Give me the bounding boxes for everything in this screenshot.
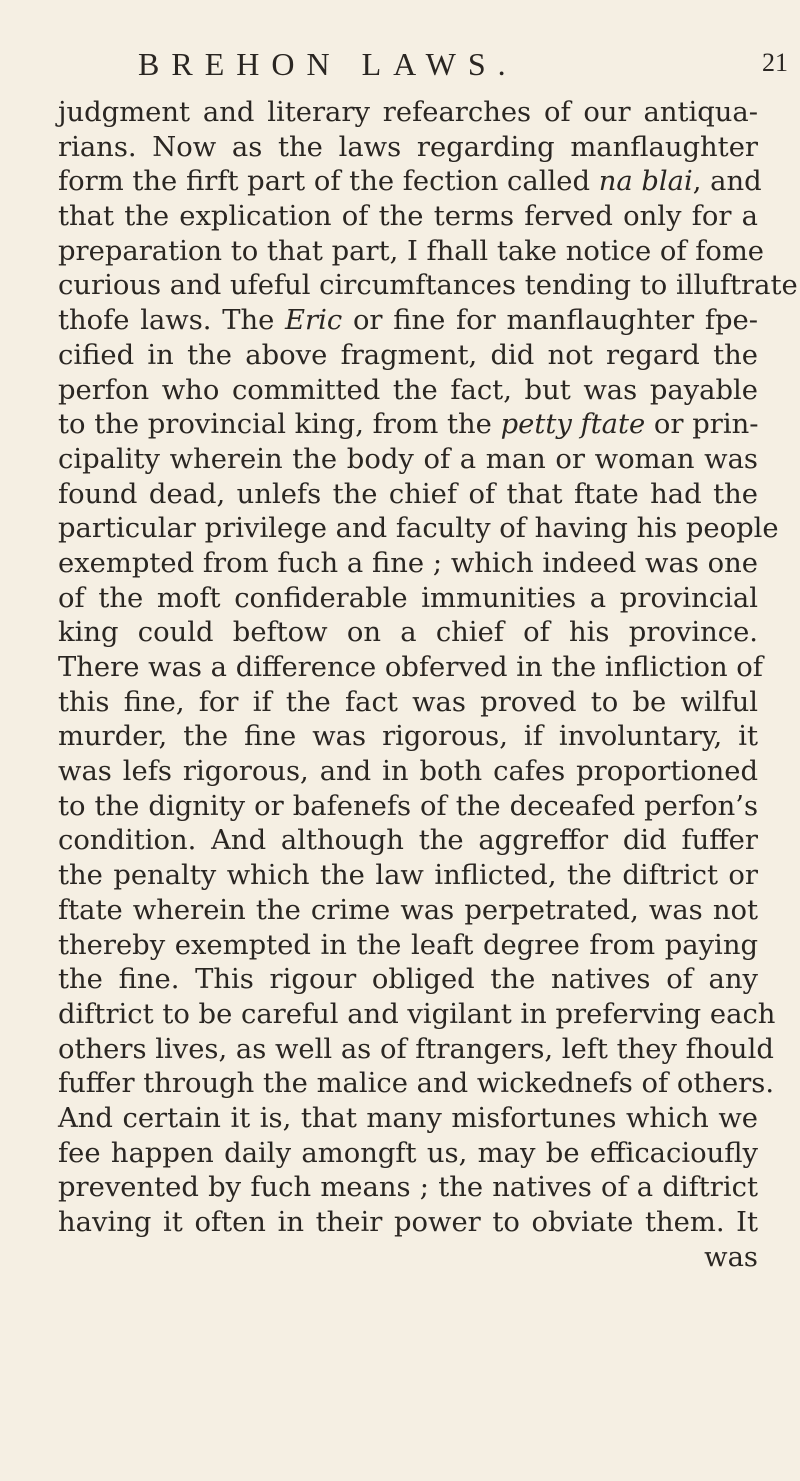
italic-term: petty ftate bbox=[500, 409, 646, 441]
text-line: fee happen daily amongft us, may be efficacioufly bbox=[58, 1137, 758, 1169]
text-line: preparation to that part, I fhall take notice of fome bbox=[58, 235, 765, 267]
text-line: king could beftow on a chief of his province. bbox=[58, 617, 758, 649]
body-text bbox=[58, 96, 798, 1275]
text-line: to the dignity or bafenefs of the deceafed perfon’s bbox=[58, 790, 758, 822]
text-line: of the moft confiderable immunities a provincial bbox=[58, 582, 758, 614]
italic-term: Eric bbox=[285, 305, 343, 337]
italic-term: na blai bbox=[598, 166, 693, 198]
text-line: ftate wherein the crime was perpetrated, was not bbox=[58, 894, 758, 926]
text-line: judgment and literary refearches of our antiqua- bbox=[58, 97, 758, 128]
text-line: others lives, as well as of ftrangers, left they fhould bbox=[58, 1033, 774, 1065]
text-line: this fine, for if the fact was proved to be wilful bbox=[58, 686, 758, 718]
text-line: exempted from fuch a fine ; which indeed was one bbox=[58, 547, 758, 579]
text-line: found dead, unlefs the chief of that ftate had the bbox=[58, 478, 758, 510]
text-line: that the explication of the terms ferved only for a bbox=[58, 201, 758, 233]
text-line: thofe laws. The Eric or fine for manflaughter fpe- bbox=[58, 305, 758, 337]
text-line: was lefs rigorous, and in both cafes proportioned bbox=[58, 756, 758, 788]
text-line: particular privilege and faculty of having his people bbox=[58, 513, 779, 545]
text-line: And certain it is, that many misfortunes which we bbox=[58, 1102, 758, 1134]
running-title: BREHON LAWS. bbox=[138, 46, 518, 82]
text-line: to the provincial king, from the petty ftate or prin- bbox=[58, 409, 759, 441]
text-line: rians. Now as the laws regarding manflaughter bbox=[58, 131, 758, 163]
text-line: fuffer through the malice and wickednefs of others. bbox=[58, 1068, 775, 1100]
text-line: condition. And although the aggreffor did fuffer bbox=[58, 825, 758, 857]
text-line: having it often in their power to obviate them. It bbox=[58, 1207, 758, 1238]
text-line: diftrict to be careful and vigilant in preferving each bbox=[58, 998, 776, 1030]
text-line: murder, the fine was rigorous, if involuntary, it bbox=[58, 721, 758, 753]
text-line: the penalty which the law inflicted, the diftrict or bbox=[58, 860, 758, 892]
text-line: There was a difference obferved in the infliction of bbox=[58, 652, 763, 683]
text-line: thereby exempted in the leaft degree from paying bbox=[58, 929, 758, 961]
text-line: cipality wherein the body of a man or woman was bbox=[58, 443, 758, 475]
text-line: was bbox=[704, 1241, 758, 1273]
text-line: perfon who committed the fact, but was payable bbox=[58, 374, 758, 406]
page-number: 21 bbox=[762, 48, 788, 77]
text-line: prevented by fuch means ; the natives of a diftrict bbox=[58, 1172, 758, 1204]
page-header bbox=[0, 46, 800, 86]
text-line: curious and ufeful circumftances tending to illuftrate bbox=[58, 270, 798, 302]
text-line: cified in the above fragment, did not regard the bbox=[58, 339, 758, 371]
text-line: the fine. This rigour obliged the natives of any bbox=[58, 964, 758, 996]
text-line: form the firft part of the fection called na blai, and bbox=[58, 166, 762, 198]
